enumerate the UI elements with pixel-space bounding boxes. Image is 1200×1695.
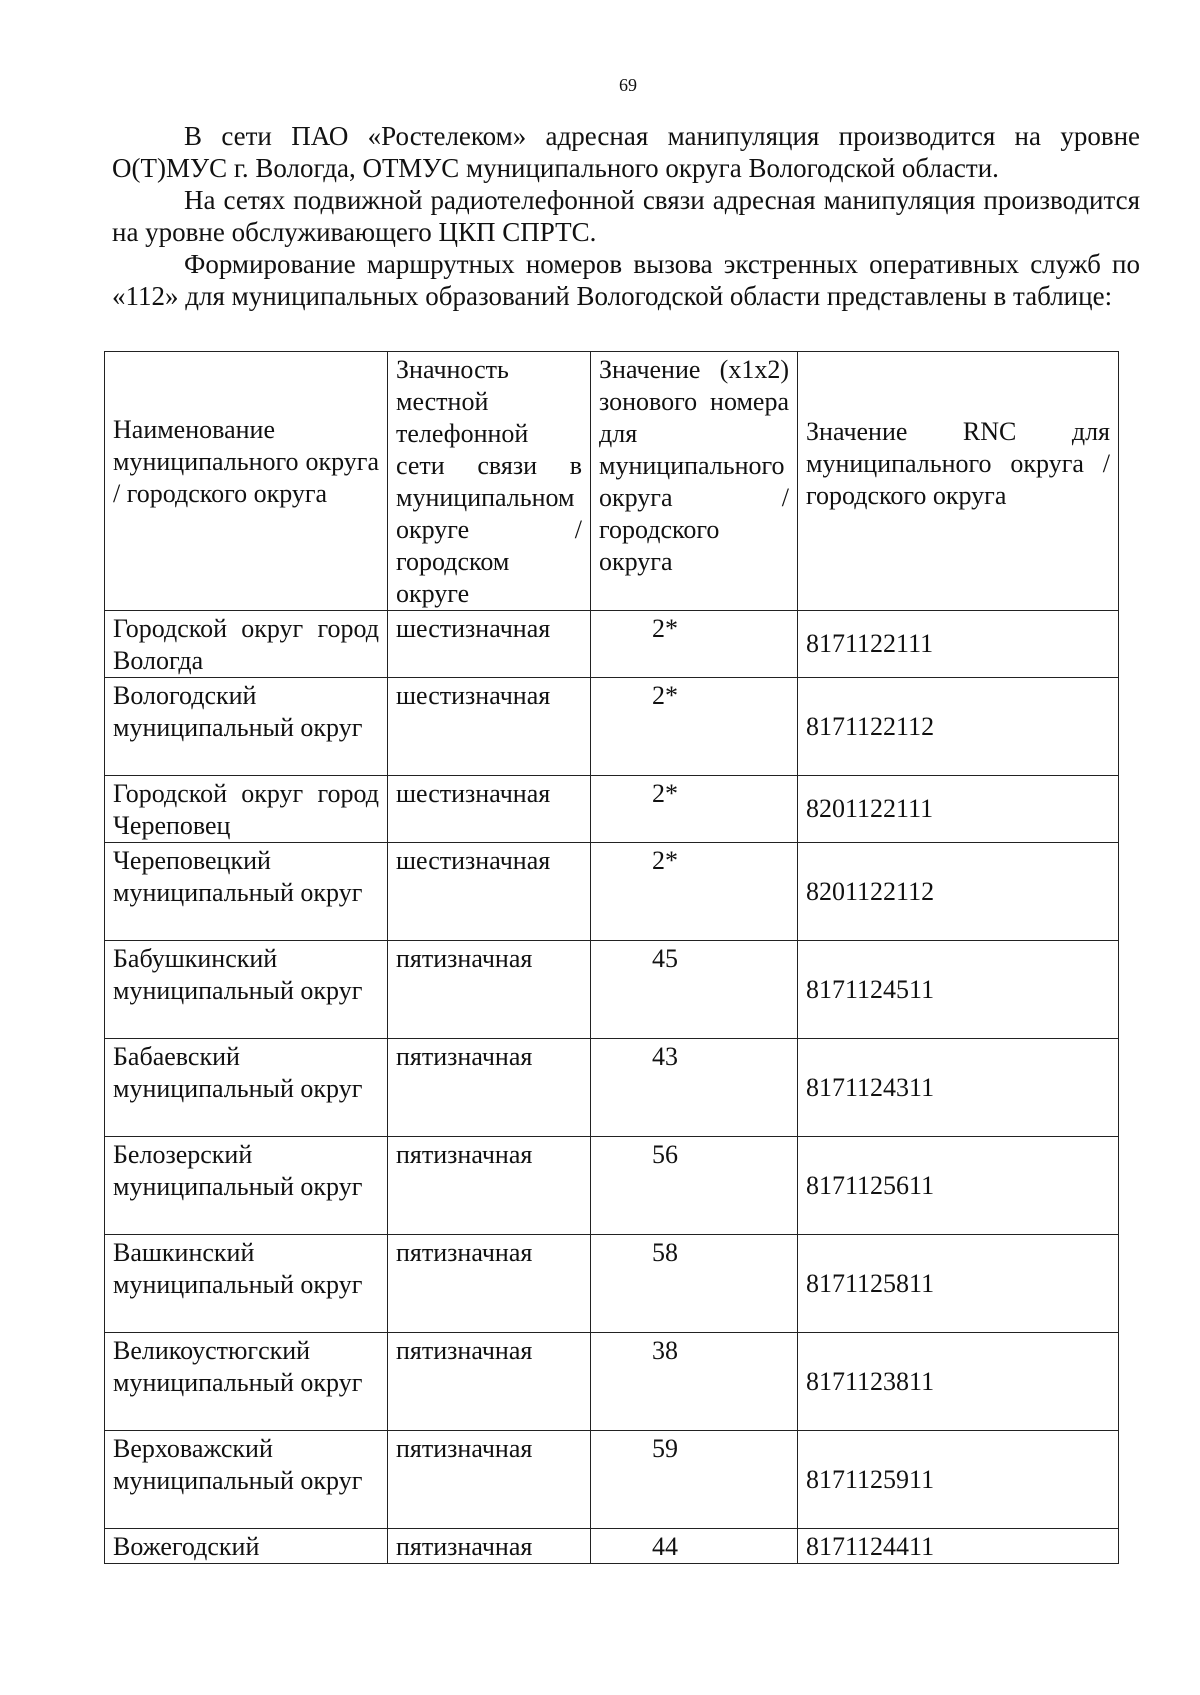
municipality-cell: Вологодский муниципальный округ <box>105 678 388 776</box>
municipality-cell: Бабаевский муниципальный округ <box>105 1039 388 1137</box>
digits-cell: пятизначная <box>388 1137 591 1235</box>
rnc-value-cell: 8171123811 <box>798 1333 1119 1431</box>
routing-numbers-table <box>104 351 1119 1564</box>
rnc-value-cell: 8171125811 <box>798 1235 1119 1333</box>
zone-value-cell: 58 <box>591 1235 798 1333</box>
table-row <box>105 1529 1119 1564</box>
paragraph: На сетях подвижной радиотелефонной связи адресная манипуляция производится на уровне обслуживающего ЦКП СПРТС. <box>112 185 1140 247</box>
zone-value-cell: 45 <box>591 941 798 1039</box>
table-row <box>105 611 1119 678</box>
digits-cell: пятизначная <box>388 1431 591 1529</box>
municipality-cell: Вожегодский <box>105 1529 388 1564</box>
rnc-value-cell: 8171125611 <box>798 1137 1119 1235</box>
municipality-cell: Городской округ город Вологда <box>105 611 388 678</box>
zone-value-cell: 2* <box>591 611 798 678</box>
table-row <box>105 1333 1119 1431</box>
zone-value-cell: 2* <box>591 843 798 941</box>
municipality-cell: Бабушкинский муниципальный округ <box>105 941 388 1039</box>
header-network-digits: Значность местной телефонной сети связи в муниципальном округе / городском округе <box>388 352 591 611</box>
digits-cell: пятизначная <box>388 1039 591 1137</box>
digits-cell: шестизначная <box>388 678 591 776</box>
rnc-value-cell: 8171122112 <box>798 678 1119 776</box>
zone-value-cell: 43 <box>591 1039 798 1137</box>
header-zone-value: Значение (x1x2) зонового номера для муниципального округа / городского округа <box>591 352 798 611</box>
header-municipality: Наименование муниципального округа / городского округа <box>105 352 388 611</box>
table-row <box>105 1235 1119 1333</box>
digits-cell: пятизначная <box>388 1235 591 1333</box>
zone-value-cell: 38 <box>591 1333 798 1431</box>
table-row <box>105 1137 1119 1235</box>
digits-cell: пятизначная <box>388 941 591 1039</box>
table-header-row <box>105 352 1119 611</box>
municipality-cell: Череповецкий муниципальный округ <box>105 843 388 941</box>
rnc-value-cell: 8171124411 <box>798 1529 1119 1564</box>
municipality-cell: Великоустюгский муниципальный округ <box>105 1333 388 1431</box>
rnc-value-cell: 8171124511 <box>798 941 1119 1039</box>
zone-value-cell: 2* <box>591 678 798 776</box>
table-row <box>105 776 1119 843</box>
municipality-cell: Белозерский муниципальный округ <box>105 1137 388 1235</box>
table-row <box>105 941 1119 1039</box>
paragraph: В сети ПАО «Ростелеком» адресная манипуляция производится на уровне О(Т)МУС г. Вологда, ОТМУС муниципального округа Вологодской области. <box>112 121 1140 183</box>
table-row <box>105 1039 1119 1137</box>
digits-cell: пятизначная <box>388 1529 591 1564</box>
digits-cell: пятизначная <box>388 1333 591 1431</box>
municipality-cell: Вашкинский муниципальный округ <box>105 1235 388 1333</box>
municipality-cell: Верховажский муниципальный округ <box>105 1431 388 1529</box>
header-rnc-value: Значение RNC для муниципального округа / городского округа <box>798 352 1119 611</box>
rnc-value-cell: 8171125911 <box>798 1431 1119 1529</box>
digits-cell: шестизначная <box>388 843 591 941</box>
digits-cell: шестизначная <box>388 611 591 678</box>
rnc-value-cell: 8201122112 <box>798 843 1119 941</box>
zone-value-cell: 59 <box>591 1431 798 1529</box>
table-row <box>105 843 1119 941</box>
page-number: 69 <box>619 75 637 95</box>
rnc-value-cell: 8171124311 <box>798 1039 1119 1137</box>
municipality-cell: Городской округ город Череповец <box>105 776 388 843</box>
rnc-value-cell: 8201122111 <box>798 776 1119 843</box>
rnc-value-cell: 8171122111 <box>798 611 1119 678</box>
digits-cell: шестизначная <box>388 776 591 843</box>
zone-value-cell: 56 <box>591 1137 798 1235</box>
zone-value-cell: 44 <box>591 1529 798 1564</box>
body-text <box>112 120 1140 312</box>
table-row <box>105 678 1119 776</box>
zone-value-cell: 2* <box>591 776 798 843</box>
paragraph: Формирование маршрутных номеров вызова экстренных оперативных служб по «112» для муниципальных образований Вологодской области представлены в таблице: <box>112 249 1140 311</box>
table-row <box>105 1431 1119 1529</box>
